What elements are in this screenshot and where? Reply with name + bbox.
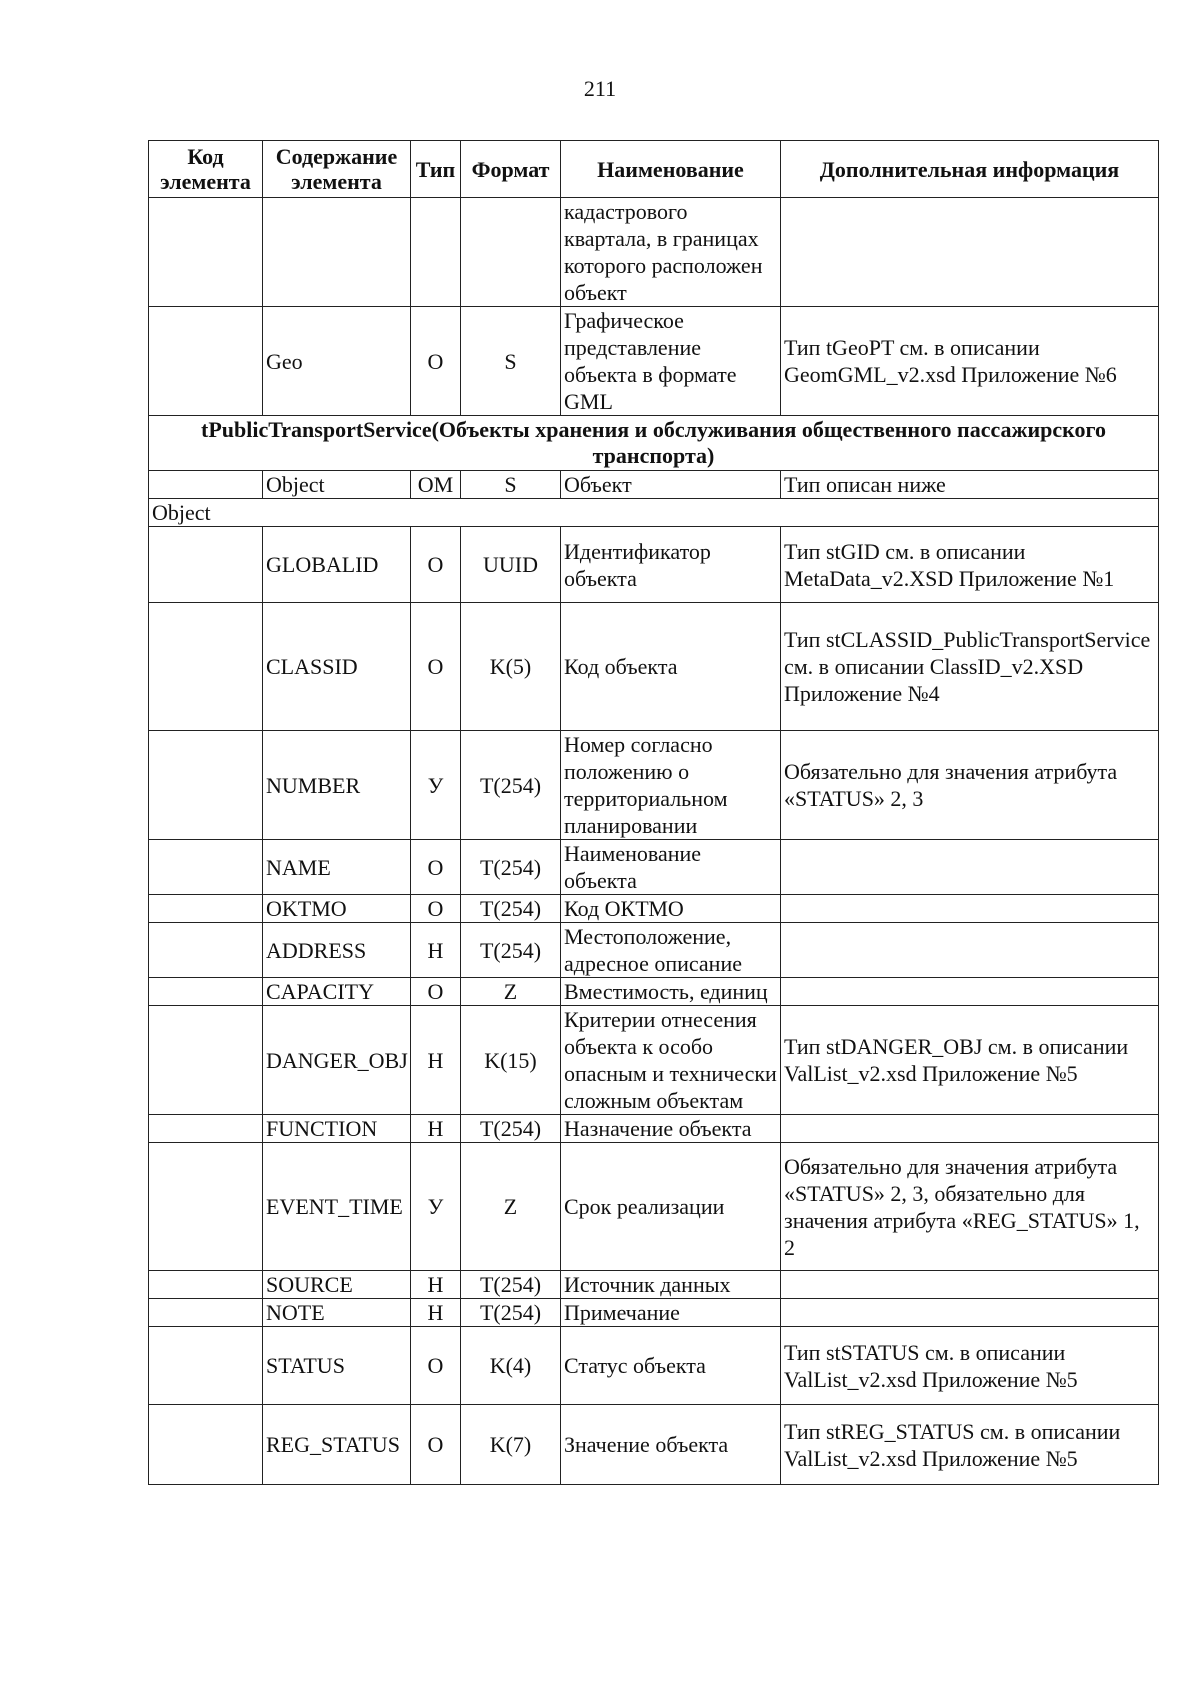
cell-code [149,1143,263,1271]
header-row [149,141,1159,198]
cell-format: T(254) [461,731,561,840]
cell-content: STATUS [263,1327,411,1405]
table-row [149,1006,1159,1115]
cell-format [461,198,561,307]
cell-format: T(254) [461,1271,561,1299]
cell-type: О [411,603,461,731]
cell-content: EVENT_TIME [263,1143,411,1271]
cell-code [149,1115,263,1143]
cell-content: SOURCE [263,1271,411,1299]
table-row [149,603,1159,731]
cell-content: DANGER_OBJ [263,1006,411,1115]
cell-content [263,198,411,307]
cell-info [781,978,1159,1006]
cell-name: Срок реализации [561,1143,781,1271]
cell-info: Обязательно для значения атрибута «STATUS» 2, 3, обязательно для значения атрибута «REG_STATUS» 1, 2 [781,1143,1159,1271]
cell-code [149,471,263,499]
cell-content: NUMBER [263,731,411,840]
cell-info: Тип tGeoPT см. в описании GeomGML_v2.xsd Приложение №6 [781,307,1159,416]
cell-content: CAPACITY [263,978,411,1006]
section-title-row [149,416,1159,471]
header-code: Код элемента [149,141,263,198]
cell-type: Н [411,1271,461,1299]
cell-format: S [461,307,561,416]
cell-type: О [411,895,461,923]
cell-type: О [411,307,461,416]
section-title: tPublicTransportService(Объекты хранения и обслуживания общественного пассажирского транспорта) [149,416,1159,471]
cell-content: GLOBALID [263,527,411,603]
cell-code [149,840,263,895]
cell-info [781,1115,1159,1143]
cell-info: Тип stCLASSID_PublicTransportService см. в описании ClassID_v2.XSD Приложение №4 [781,603,1159,731]
cell-format: T(254) [461,923,561,978]
cell-content: OKTMO [263,895,411,923]
cell-code [149,1327,263,1405]
table-row [149,527,1159,603]
cell-name: Наименование объекта [561,840,781,895]
cell-content: ADDRESS [263,923,411,978]
page-number: 211 [583,76,617,101]
cell-code [149,198,263,307]
cell-info: Тип stGID см. в описании MetaData_v2.XSD Приложение №1 [781,527,1159,603]
cell-info [781,198,1159,307]
table-row [149,840,1159,895]
table-row [149,1143,1159,1271]
cell-type [411,198,461,307]
cell-format: T(254) [461,1299,561,1327]
cell-code [149,527,263,603]
cell-content: FUNCTION [263,1115,411,1143]
table-row [149,978,1159,1006]
cell-type: Н [411,1115,461,1143]
cell-format: UUID [461,527,561,603]
cell-info [781,923,1159,978]
cell-format: K(4) [461,1327,561,1405]
cell-content: Object [263,471,411,499]
table-row [149,731,1159,840]
cell-code [149,1299,263,1327]
cell-format: T(254) [461,840,561,895]
cell-type: О [411,978,461,1006]
group-label: Object [149,499,1159,527]
cell-format: Z [461,1143,561,1271]
cell-info [781,895,1159,923]
header-type: Тип [411,141,461,198]
table-row [149,307,1159,416]
cell-code [149,1006,263,1115]
cell-name: Значение объекта [561,1405,781,1485]
table-row [149,471,1159,499]
cell-type: Н [411,923,461,978]
table-row [149,895,1159,923]
header-name: Наименование [561,141,781,198]
cell-code [149,978,263,1006]
cell-format: S [461,471,561,499]
table-row [149,1115,1159,1143]
cell-format: K(15) [461,1006,561,1115]
cell-content: REG_STATUS [263,1405,411,1485]
cell-name: Статус объекта [561,1327,781,1405]
cell-type: Н [411,1006,461,1115]
cell-type: О [411,840,461,895]
cell-name: Примечание [561,1299,781,1327]
cell-info: Тип описан ниже [781,471,1159,499]
cell-type: О [411,527,461,603]
cell-content: NAME [263,840,411,895]
cell-info: Тип stDANGER_OBJ см. в описании ValList_v2.xsd Приложение №5 [781,1006,1159,1115]
table-row [149,1327,1159,1405]
table-row [149,1271,1159,1299]
cell-content: Geo [263,307,411,416]
cell-name: Номер согласно положению о территориальном планировании [561,731,781,840]
cell-info [781,840,1159,895]
header-info: Дополнительная информация [781,141,1159,198]
cell-name: Идентификатор объекта [561,527,781,603]
table-row [149,923,1159,978]
cell-info [781,1299,1159,1327]
cell-type: Н [411,1299,461,1327]
cell-format: K(5) [461,603,561,731]
cell-code [149,1271,263,1299]
cell-type: ОМ [411,471,461,499]
group-row [149,499,1159,527]
cell-name: Вместимость, единиц [561,978,781,1006]
cell-format: Z [461,978,561,1006]
cell-name: Код объекта [561,603,781,731]
cell-code [149,923,263,978]
cell-code [149,307,263,416]
table-row [149,198,1159,307]
table-row [149,1299,1159,1327]
header-content: Содержание элемента [263,141,411,198]
cell-content: NOTE [263,1299,411,1327]
cell-name: Местоположение, адресное описание [561,923,781,978]
cell-info: Обязательно для значения атрибута «STATUS» 2, 3 [781,731,1159,840]
table-row [149,1405,1159,1485]
cell-format: T(254) [461,895,561,923]
header-format: Формат [461,141,561,198]
cell-type: О [411,1327,461,1405]
cell-code [149,731,263,840]
cell-code [149,1405,263,1485]
cell-info: Тип stREG_STATUS см. в описании ValList_v2.xsd Приложение №5 [781,1405,1159,1485]
cell-name: Критерии отнесения объекта к особо опасным и технически сложным объектам [561,1006,781,1115]
cell-code [149,895,263,923]
cell-code [149,603,263,731]
cell-name: Источник данных [561,1271,781,1299]
cell-info [781,1271,1159,1299]
cell-name: Назначение объекта [561,1115,781,1143]
cell-info: Тип stSTATUS см. в описании ValList_v2.xsd Приложение №5 [781,1327,1159,1405]
cell-type: О [411,1405,461,1485]
cell-name: кадастрового квартала, в границах которого расположен объект [561,198,781,307]
spec-table [148,140,1159,1485]
cell-type: У [411,1143,461,1271]
cell-type: У [411,731,461,840]
cell-name: Объект [561,471,781,499]
cell-name: Графическое представление объекта в формате GML [561,307,781,416]
cell-format: K(7) [461,1405,561,1485]
cell-content: CLASSID [263,603,411,731]
cell-name: Код ОКТМО [561,895,781,923]
cell-format: T(254) [461,1115,561,1143]
